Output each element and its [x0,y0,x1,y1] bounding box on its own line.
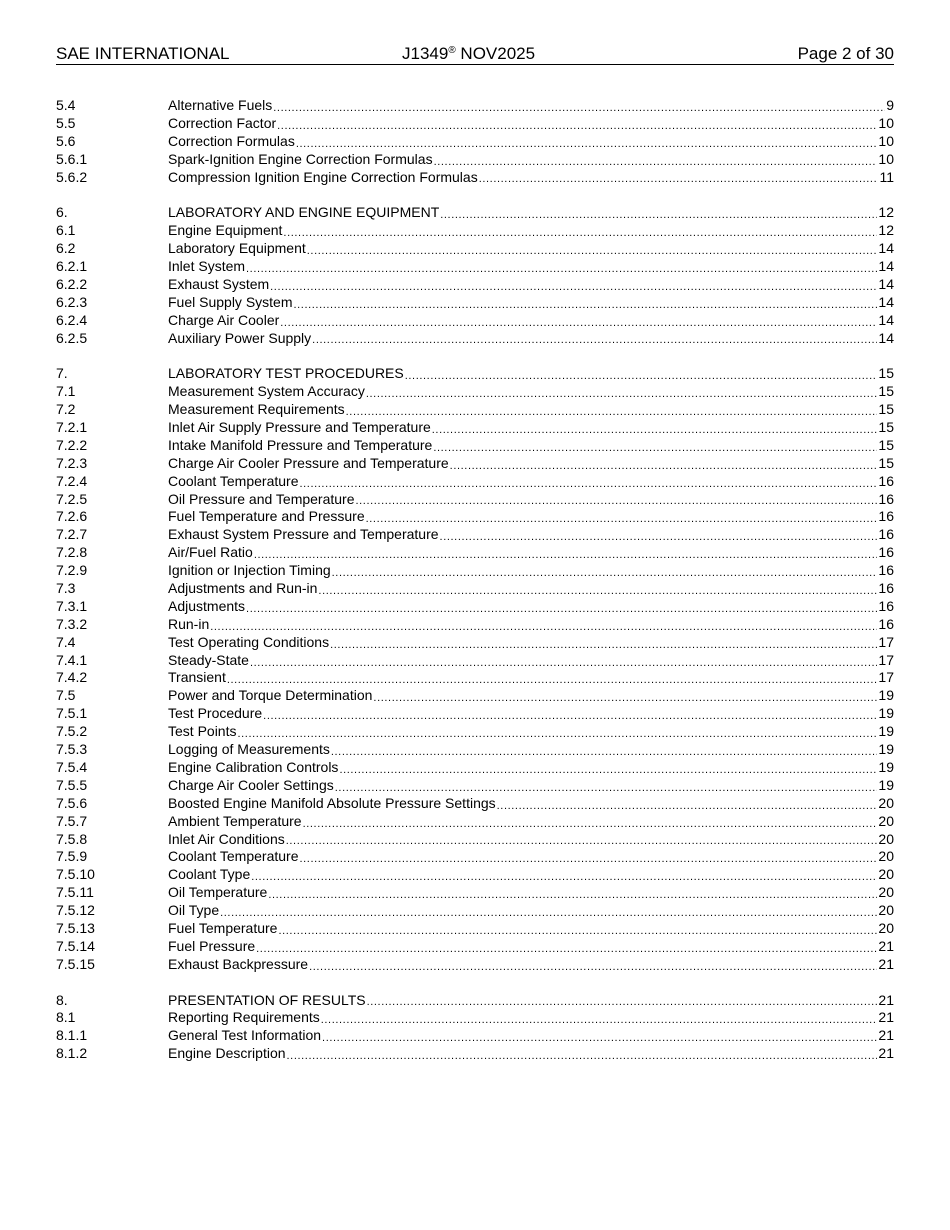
toc-entry-number: 7.2.9 [56,562,88,579]
toc-entry[interactable] [56,813,894,831]
toc-entry-page: 20 [878,830,894,847]
toc-entry[interactable] [56,133,894,151]
toc-entry-title: Engine Description [168,1045,286,1062]
toc-entry-number: 6.2.3 [56,293,88,310]
toc-entry[interactable] [56,1027,894,1045]
toc-entry[interactable] [56,222,894,240]
toc-entry-title: Oil Temperature [168,884,268,901]
toc-entry-page: 14 [878,311,894,328]
toc-entry-page: 17 [878,651,894,668]
toc-entry[interactable] [56,544,894,562]
toc-entry-number: 7.5.2 [56,723,88,740]
toc-entry[interactable] [56,562,894,580]
toc-entry[interactable] [56,473,894,491]
toc-entry-number: 7.2.2 [56,436,88,453]
toc-entry[interactable] [56,920,894,938]
toc-entry-title: Coolant Type [168,866,251,883]
toc-entry-title: Run-in [168,615,210,632]
toc-entry-number: 5.6 [56,132,76,149]
toc-dot-leader [285,834,878,848]
toc-dot-leader [245,262,877,276]
toc-entry-number: 7.2.6 [56,508,88,525]
toc-entry-title: Ambient Temperature [168,812,302,829]
toc-dot-leader [365,512,878,526]
toc-entry-title: Fuel Temperature and Pressure [168,508,365,525]
page-header [56,44,894,65]
toc-entry-number: 7. [56,365,68,382]
toc-entry-title: Transient [168,669,226,686]
toc-entry-number: 7.3 [56,580,76,597]
toc-entry[interactable] [56,741,894,759]
toc-entry-number: 7.5.13 [56,919,95,936]
toc-entry-page: 20 [878,919,894,936]
toc-entry-number: 6. [56,204,68,221]
toc-entry-title: Fuel Supply System [168,293,293,310]
toc-dot-leader [449,459,878,473]
toc-dot-leader [286,1049,878,1063]
toc-entry-number: 7.5.12 [56,902,95,919]
toc-entry[interactable] [56,616,894,634]
toc-dot-leader [439,208,877,222]
toc-dot-leader [439,530,878,544]
toc-entry-number: 6.2 [56,240,76,257]
toc-entry-title: Oil Type [168,902,220,919]
toc-entry-title: Compression Ignition Engine Correction Formulas [168,168,478,185]
toc-dot-leader [269,280,877,294]
toc-entry-page: 10 [878,132,894,149]
toc-entry-page: 16 [878,472,894,489]
toc-entry[interactable] [56,115,894,133]
toc-entry-page: 15 [878,454,894,471]
toc-entry-title: Charge Air Cooler Settings [168,776,334,793]
toc-entry-title: Correction Formulas [168,132,295,149]
toc-entry[interactable] [56,866,894,884]
toc-entry-page: 15 [878,401,894,418]
toc-entry-page: 9 [886,97,894,113]
toc-entry-title: LABORATORY AND ENGINE EQUIPMENT [168,204,440,221]
toc-dot-leader [249,656,877,670]
toc-entry-title: Inlet Air Conditions [168,830,285,847]
toc-entry[interactable] [56,169,894,187]
toc-entry-title: Steady-State [168,651,249,668]
toc-entry[interactable] [56,258,894,276]
toc-entry[interactable] [56,831,894,849]
registered-mark: ® [448,45,456,56]
toc-entry-number: 7.5.15 [56,955,95,972]
toc-entry-page: 21 [878,955,894,972]
toc-entry-title: Fuel Temperature [168,919,278,936]
toc-entry-page: 15 [878,436,894,453]
toc-dot-leader [431,423,878,437]
toc-dot-leader [255,942,877,956]
toc-entry-title: Power and Torque Determination [168,687,373,704]
toc-entry-page: 19 [878,741,894,758]
toc-entry-title: Fuel Pressure [168,937,256,954]
toc-section-spacer [56,186,894,204]
toc-entry-page: 19 [878,776,894,793]
toc-dot-leader [302,817,878,831]
toc-dot-leader [209,620,877,634]
toc-entry-title: Oil Pressure and Temperature [168,490,355,507]
toc-entry[interactable] [56,383,894,401]
toc-dot-leader [253,548,878,562]
toc-dot-leader [345,405,878,419]
toc-entry-page: 20 [878,848,894,865]
toc-entry-title: Logging of Measurements [168,741,330,758]
toc-entry-page: 19 [878,687,894,704]
toc-entry-number: 5.6.1 [56,150,88,167]
toc-entry-page: 19 [878,705,894,722]
toc-entry-title: Exhaust System Pressure and Temperature [168,526,439,543]
toc-entry[interactable] [56,97,894,115]
toc-entry-page: 21 [878,1009,894,1026]
toc-dot-leader [308,960,877,974]
toc-entry-page: 20 [878,902,894,919]
toc-entry-title: PRESENTATION OF RESULTS [168,991,366,1008]
toc-entry-title: Inlet System [168,258,246,274]
toc-entry[interactable] [56,1009,894,1027]
toc-entry-title: Test Procedure [168,705,263,722]
toc-entry-title: Coolant Temperature [168,472,299,489]
toc-entry[interactable] [56,687,894,705]
toc-entry-page: 12 [878,204,894,221]
toc-entry-title: Laboratory Equipment [168,240,306,257]
toc-entry[interactable] [56,938,894,956]
toc-entry-page: 15 [878,419,894,436]
toc-entry-page: 14 [878,275,894,292]
toc-dot-leader [226,673,878,687]
toc-section-spacer [56,347,894,365]
toc-entry-number: 7.5.14 [56,937,95,954]
toc-entry[interactable] [56,401,894,419]
toc-section-spacer [56,974,894,992]
toc-dot-leader [496,799,878,813]
toc-dot-leader [329,638,877,652]
toc-entry-number: 7.5.7 [56,812,88,829]
toc-dot-leader [317,584,877,598]
toc-entry-number: 6.2.1 [56,258,88,274]
toc-entry[interactable] [56,580,894,598]
toc-entry-number: 7.2.1 [56,419,88,436]
toc-entry-page: 16 [878,597,894,614]
toc-entry-title: Boosted Engine Manifold Absolute Pressure Settings [168,794,496,811]
toc-entry-page: 15 [878,383,894,400]
toc-entry[interactable] [56,598,894,616]
toc-entry-page: 17 [878,633,894,650]
toc-entry-title: Adjustments and Run-in [168,580,318,597]
toc-entry-page: 11 [879,168,894,185]
toc-dot-leader [272,101,885,115]
header-page-number: Page 2 of 30 [797,44,894,63]
toc-entry[interactable] [56,1045,894,1063]
toc-entry-title: LABORATORY TEST PROCEDURES [168,365,404,382]
toc-entry-page: 21 [878,991,894,1008]
toc-entry-page: 16 [878,490,894,507]
toc-entry-title: Measurement Requirements [168,401,345,418]
toc-dot-leader [432,441,877,455]
document-date: NOV2025 [455,44,536,63]
document-number: J1349 [402,44,449,63]
toc-entry-number: 7.5.8 [56,830,88,847]
toc-entry[interactable] [56,294,894,312]
toc-dot-leader [320,1013,878,1027]
toc-entry[interactable] [56,795,894,813]
toc-dot-leader [311,333,877,347]
toc-entry-page: 14 [878,329,894,346]
toc-dot-leader [219,906,877,920]
toc-entry-number: 5.4 [56,97,76,113]
toc-entry[interactable] [56,151,894,169]
toc-entry-number: 7.5.1 [56,705,88,722]
toc-entry-title: Test Operating Conditions [168,633,330,650]
toc-entry-number: 7.2.4 [56,472,88,489]
toc-entry-title: Spark-Ignition Engine Correction Formulas [168,150,433,167]
toc-entry-page: 14 [878,258,894,274]
toc-entry[interactable] [56,956,894,974]
toc-entry-page: 10 [878,114,894,131]
toc-dot-leader [330,745,878,759]
toc-entry-page: 21 [878,937,894,954]
table-of-contents [56,97,894,1063]
toc-entry-number: 7.5.10 [56,866,95,883]
toc-dot-leader [331,566,878,580]
header-document-id [402,44,535,64]
toc-dot-leader [236,727,877,741]
toc-dot-leader [321,1031,877,1045]
toc-dot-leader [334,781,878,795]
toc-entry-title: Engine Calibration Controls [168,758,339,775]
toc-entry-title: Correction Factor [168,114,277,131]
toc-entry-number: 8.1.1 [56,1027,88,1044]
toc-entry-number: 7.5.9 [56,848,88,865]
toc-entry-page: 12 [878,222,894,239]
toc-entry[interactable] [56,204,894,222]
toc-entry-title: Exhaust System [168,275,270,292]
toc-entry-number: 7.5.6 [56,794,88,811]
toc-entry-page: 17 [878,669,894,686]
toc-entry[interactable] [56,276,894,294]
toc-entry-number: 6.2.4 [56,311,88,328]
toc-entry-page: 21 [878,1045,894,1062]
toc-dot-leader [295,137,878,151]
toc-entry-title: Coolant Temperature [168,848,299,865]
toc-dot-leader [282,226,877,240]
toc-entry[interactable] [56,705,894,723]
toc-dot-leader [355,494,878,508]
toc-dot-leader [366,995,878,1009]
toc-dot-leader [245,602,877,616]
toc-entry-page: 20 [878,884,894,901]
toc-entry[interactable] [56,455,894,473]
toc-entry-title: Alternative Fuels [168,97,273,113]
toc-entry-number: 7.5.11 [56,884,94,901]
toc-dot-leader [372,691,877,705]
toc-entry[interactable] [56,848,894,866]
toc-entry-number: 7.3.1 [56,597,88,614]
toc-entry[interactable] [56,652,894,670]
toc-entry[interactable] [56,670,894,688]
toc-entry-page: 21 [878,1027,894,1044]
toc-entry[interactable] [56,491,894,509]
toc-dot-leader [404,369,878,383]
toc-dot-leader [338,763,877,777]
toc-entry-number: 6.1 [56,222,76,239]
toc-entry-number: 8.1.2 [56,1045,88,1062]
toc-entry-number: 5.5 [56,114,76,131]
toc-dot-leader [298,477,877,491]
toc-entry-number: 8.1 [56,1009,76,1026]
toc-entry-page: 16 [878,615,894,632]
toc-entry-page: 19 [878,758,894,775]
toc-entry-title: Air/Fuel Ratio [168,544,253,561]
toc-entry-number: 5.6.2 [56,168,88,185]
toc-entry-number: 7.2.7 [56,526,88,543]
toc-entry-page: 16 [878,508,894,525]
toc-entry-title: General Test Information [168,1027,322,1044]
toc-entry-number: 6.2.5 [56,329,88,346]
toc-entry[interactable] [56,884,894,902]
toc-entry-number: 7.5 [56,687,76,704]
toc-entry-title: Adjustments [168,597,246,614]
toc-entry-page: 19 [878,723,894,740]
toc-dot-leader [306,244,878,258]
toc-dot-leader [293,298,878,312]
toc-entry-page: 20 [878,794,894,811]
toc-entry[interactable] [56,759,894,777]
toc-dot-leader [433,155,878,169]
toc-entry-number: 7.5.4 [56,758,88,775]
toc-entry-number: 6.2.2 [56,275,88,292]
toc-entry-page: 16 [878,544,894,561]
toc-entry-page: 16 [878,526,894,543]
toc-entry[interactable] [56,312,894,330]
toc-entry-title: Charge Air Cooler Pressure and Temperature [168,454,449,471]
toc-dot-leader [267,888,877,902]
toc-dot-leader [298,852,877,866]
toc-entry[interactable] [56,634,894,652]
toc-dot-leader [277,924,877,938]
header-organization: SAE INTERNATIONAL [56,44,230,63]
toc-entry-number: 7.4.2 [56,669,88,686]
toc-entry-title: Inlet Air Supply Pressure and Temperature [168,419,431,436]
toc-entry[interactable] [56,526,894,544]
toc-entry-number: 8. [56,991,68,1008]
toc-entry[interactable] [56,330,894,348]
toc-entry-number: 7.3.2 [56,615,88,632]
toc-entry-number: 7.2.3 [56,454,88,471]
toc-entry-title: Exhaust Backpressure [168,955,309,972]
toc-entry-title: Measurement System Accuracy [168,383,365,400]
toc-entry-number: 7.5.5 [56,776,88,793]
toc-entry-title: Ignition or Injection Timing [168,562,331,579]
toc-dot-leader [250,870,877,884]
toc-entry[interactable] [56,240,894,258]
toc-entry-title: Reporting Requirements [168,1009,320,1026]
toc-entry[interactable] [56,419,894,437]
toc-entry-title: Test Points [168,723,237,740]
toc-entry-number: 7.2 [56,401,76,418]
toc-entry-number: 7.2.5 [56,490,88,507]
toc-entry[interactable] [56,437,894,455]
toc-entry-page: 14 [878,240,894,257]
toc-entry-title: Auxiliary Power Supply [168,329,312,346]
toc-entry[interactable] [56,365,894,383]
toc-entry-number: 7.1 [56,383,76,400]
toc-entry-page: 20 [878,812,894,829]
toc-dot-leader [276,119,877,133]
toc-entry-number: 7.4 [56,633,76,650]
toc-entry-page: 20 [878,866,894,883]
toc-entry-page: 16 [878,580,894,597]
toc-entry-number: 7.2.8 [56,544,88,561]
toc-entry[interactable] [56,723,894,741]
toc-dot-leader [365,387,878,401]
toc-entry-page: 15 [878,365,894,382]
toc-entry-page: 16 [878,562,894,579]
toc-entry-title: Charge Air Cooler [168,311,280,328]
toc-dot-leader [279,316,877,330]
toc-entry[interactable] [56,777,894,795]
toc-entry-number: 7.5.3 [56,741,88,758]
toc-entry[interactable] [56,902,894,920]
toc-entry-number: 7.4.1 [56,651,88,668]
toc-entry-page: 10 [878,150,894,167]
toc-dot-leader [262,709,877,723]
toc-entry-page: 14 [878,293,894,310]
toc-entry-title: Intake Manifold Pressure and Temperature [168,436,433,453]
toc-dot-leader [478,172,879,186]
toc-entry[interactable] [56,992,894,1010]
toc-entry-title: Engine Equipment [168,222,283,239]
toc-entry[interactable] [56,508,894,526]
